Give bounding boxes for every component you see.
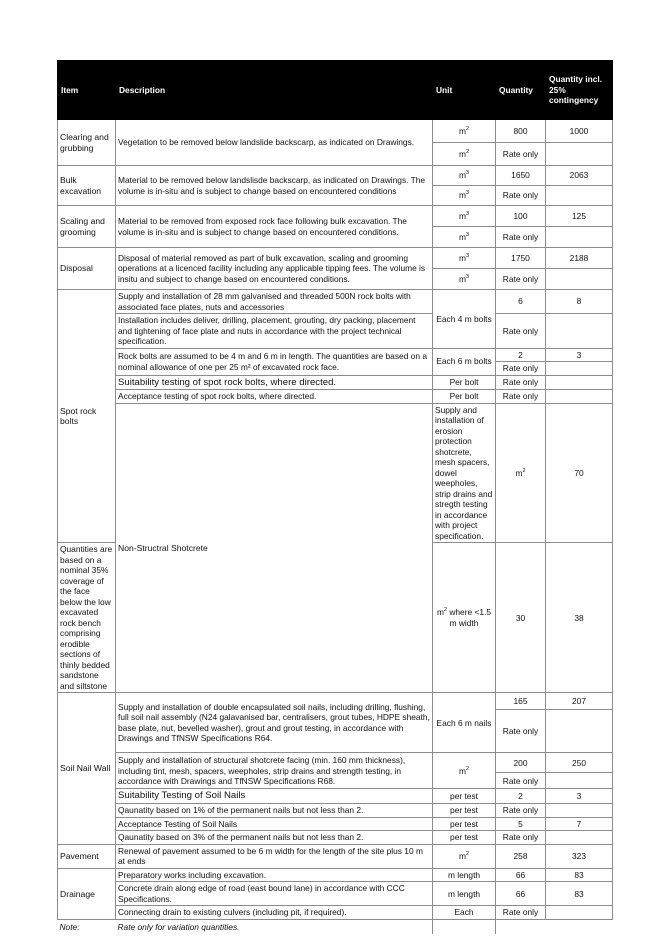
table-row (58, 348, 613, 362)
unit-superscript: 2 (465, 148, 470, 155)
table-row (58, 906, 613, 920)
cont-cell: 250 (546, 753, 613, 773)
cont-cell: 83 (546, 868, 613, 882)
cont-cell (546, 804, 613, 818)
desc-scaling: Material to be removed from exposed rock face following bulk excavation. The volume is in-situ and is subject to change based on encountered conditions. (116, 206, 433, 248)
item-drainage: Drainage (58, 868, 116, 919)
desc-soilnail-2: Supply and installation of structural shotcrete facing (min. 160 mm thickness), including tint, mesh, spacers, weepholes, strip drains and strength testing, in accordance with Drawings and TfNSW Specifications R68. (116, 753, 433, 789)
unit-superscript: 3 (465, 231, 470, 238)
cont-cell (546, 314, 613, 349)
cont-cell: 125 (546, 206, 613, 227)
desc-spot-4: Suitability testing of spot rock bolts, where directed. (116, 375, 433, 390)
table-row (58, 868, 613, 882)
table-row (58, 314, 613, 349)
qty-cell: 2 (496, 348, 546, 362)
qty-cell: 5 (496, 817, 546, 831)
note-text: Rate only for variation quantities. (117, 921, 240, 932)
table-row (58, 120, 613, 143)
qty-cell: 100 (496, 206, 546, 227)
unit-superscript: 2 (465, 125, 470, 132)
item-spot-rock-bolts: Spot rock bolts (58, 290, 116, 543)
cont-cell (546, 143, 613, 166)
desc-soilnail-3: Suitability Testing of Soil Nails (116, 789, 433, 804)
table-row (58, 882, 613, 906)
unit-superscript: 2 (443, 607, 448, 614)
item-bulk: Bulk excavation (58, 166, 116, 206)
unit-cell (433, 206, 496, 227)
unit-superscript: 3 (465, 190, 470, 197)
note-blank (546, 919, 613, 934)
qty-cell: Rate only (496, 227, 546, 248)
table-row (58, 789, 613, 804)
table-row (58, 693, 613, 710)
qty-cell: Rate only (496, 314, 546, 349)
unit-cell (433, 186, 496, 206)
desc-bulk: Material to be removed below landslisde backscarp, as indicated on Drawings. The volume is in-situ and is subject to change based on encountered conditions (116, 166, 433, 206)
cont-cell (546, 375, 613, 390)
item-scaling: Scaling and grooming (58, 206, 116, 248)
desc-disposal: Disposal of material removed as part of bulk excavation, scaling and grooming operations at a licenced facility including any applicable tipping fees. The volume is insitu and subject to change based on encountered conditions. (116, 248, 433, 290)
header-unit: Unit (433, 61, 496, 120)
qty-cell: Rate only (496, 831, 546, 845)
header-quantity: Quantity (496, 61, 546, 120)
table-row (58, 166, 613, 186)
qty-cell: Rate only (496, 390, 546, 404)
cont-cell (546, 390, 613, 404)
table-row (58, 206, 613, 227)
unit-superscript: 2 (465, 851, 470, 858)
unit-text: m (458, 210, 466, 221)
qty-cell: Rate only (496, 710, 546, 753)
unit-superscript: 3 (465, 252, 470, 259)
header-row (58, 61, 613, 120)
unit-cell (433, 143, 496, 166)
cont-cell (546, 710, 613, 753)
quantities-table (57, 60, 613, 934)
unit-text: m (458, 190, 466, 201)
unit-cell: Each 4 m bolts (433, 290, 496, 349)
unit-text: m (458, 252, 466, 263)
qty-cell: 165 (496, 693, 546, 710)
qty-cell: Rate only (496, 269, 546, 290)
desc-soilnail-6: Qaunatity based on 3% of the permanent nails but not less than 2. (116, 831, 433, 845)
qty-cell: Rate only (496, 804, 546, 818)
desc-soilnail-5: Acceptance Testing of Soil Nails (116, 817, 433, 831)
desc-drainage-1: Preparatory works including excavation. (116, 868, 433, 882)
unit-cell: per test (433, 789, 496, 804)
desc-drainage-3: Connecting drain to existing culvers (including pit, if required). (116, 906, 433, 920)
desc-spot-1: Supply and installation of 28 mm galvanised and threaded 500N rock bolts with associated face plates, nuts and accessories (116, 290, 433, 314)
item-shotcrete: Non-Structral Shotcrete (116, 403, 433, 693)
cont-cell: 207 (546, 693, 613, 710)
unit-text: m (458, 231, 466, 242)
item-pavement: Pavement (58, 844, 116, 868)
unit-superscript: 2 (465, 765, 470, 772)
unit-text: m (458, 273, 466, 284)
desc-spot-5: Acceptance testing of spot rock bolts, where directed. (116, 390, 433, 404)
qty-cell: Rate only (496, 186, 546, 206)
unit-cell: Each 6 m nails (433, 693, 496, 753)
table-row (58, 753, 613, 773)
table-row (58, 290, 613, 314)
unit-cell (433, 753, 496, 789)
desc-shotcrete-2: Quantities are based on a nominal 35% coverage of the face below the low excavated rock bench comprising erodible sections of thinly bedded sandstone and siltstone (58, 543, 116, 693)
unit-cell: Each (433, 906, 496, 920)
unit-superscript: 3 (465, 273, 470, 280)
desc-soilnail-4: Qaunatity based on 1% of the permanent nails but not less than 2. (116, 804, 433, 818)
unit-text: m (458, 765, 466, 776)
unit-text: m (436, 607, 444, 618)
desc-spot-3: Rock bolts are assumed to be 4 m and 6 m in length. The quantities are based on a nominal allowance of one per 25 m² of excavated rock face. (116, 348, 433, 375)
unit-text: m (458, 851, 466, 862)
unit-cell (433, 269, 496, 290)
qty-cell: 66 (496, 882, 546, 906)
desc-shotcrete-1: Supply and installation of erosion protection shotcrete, mesh spacers, dowel weepholes, strip drains and stregth testing in accordance with project specification. (433, 403, 496, 543)
unit-cell (496, 403, 546, 543)
table-row (58, 804, 613, 818)
table-row (58, 403, 613, 543)
qty-cell: Rate only (496, 375, 546, 390)
cont-cell: 323 (546, 844, 613, 868)
cont-cell (546, 227, 613, 248)
cont-cell: 2188 (546, 248, 613, 269)
qty-cell: 800 (496, 120, 546, 143)
item-soil-nail-wall: Soil Nail Wall (58, 693, 116, 844)
unit-text: m (458, 125, 466, 136)
unit-cell: per test (433, 817, 496, 831)
unit-cell: m length (433, 868, 496, 882)
qty-cell: 1750 (496, 248, 546, 269)
cont-cell (546, 906, 613, 920)
cont-cell: 3 (546, 348, 613, 362)
note-blank (433, 919, 496, 934)
desc-pavement: Renewal of pavement assumed to be 6 m width for the length of the site plus 10 m at ends (116, 844, 433, 868)
header-contingency: Quantity incl. 25% contingency (546, 61, 613, 120)
qty-cell: Rate only (496, 906, 546, 920)
cont-cell (546, 773, 613, 789)
cont-cell (546, 186, 613, 206)
note-blank (496, 919, 546, 934)
table-row (58, 248, 613, 269)
cont-cell: 83 (546, 882, 613, 906)
qty-cell: 1650 (496, 166, 546, 186)
cont-cell: 2063 (546, 166, 613, 186)
desc-soilnail-1: Supply and installation of double encapsulated soil nails, including drilling, flushing, full soil nail assembly (N24 galavanised bar, centralisers, grout tubes, HDPE sheath, base plate, nut, bevelled washer), grout and grout testing, in accordance with Drawings and TfNSW Specifications R64. (116, 693, 433, 753)
table-row (58, 844, 613, 868)
cont-cell: 1000 (546, 120, 613, 143)
qty-cell: 30 (496, 543, 546, 693)
unit-text: m (458, 148, 466, 159)
header-description: Description (116, 61, 433, 120)
unit-cell (433, 844, 496, 868)
qty-cell: 2 (496, 789, 546, 804)
cont-cell: 38 (546, 543, 613, 693)
desc-spot-2: Installation includes deliver, drilling, placement, grouting, dry packing, placement and tightening of face plate and nuts in accordance with the project technical specification. (116, 314, 433, 349)
cont-cell: 8 (546, 290, 613, 314)
unit-cell: per test (433, 831, 496, 845)
unit-cell (433, 227, 496, 248)
cont-cell (546, 831, 613, 845)
unit-cell: per test (433, 804, 496, 818)
cont-cell (546, 362, 613, 376)
qty-cell: 70 (546, 403, 613, 543)
cont-cell (546, 269, 613, 290)
qty-cell: 66 (496, 868, 546, 882)
qty-cell: 258 (496, 844, 546, 868)
header-item: Item (58, 61, 116, 120)
cont-cell: 7 (546, 817, 613, 831)
unit-text: m (458, 170, 466, 181)
unit-superscript: 2 (522, 468, 526, 475)
unit-cell: Each 6 m bolts (433, 348, 496, 375)
desc-clearing: Vegetation to be removed below landslide backscarp, as indicated on Drawings. (116, 120, 433, 166)
note-row (58, 919, 613, 934)
desc-drainage-2: Concrete drain along edge of road (east bound lane) in accordance with CCC Specifications. (116, 882, 433, 906)
item-disposal: Disposal (58, 248, 116, 290)
qty-cell: Rate only (496, 773, 546, 789)
unit-superscript: 3 (465, 170, 470, 177)
qty-cell: 200 (496, 753, 546, 773)
note-label: Note: (59, 921, 80, 932)
unit-cell (433, 120, 496, 143)
table-row (58, 390, 613, 404)
table-row (58, 831, 613, 845)
qty-cell: 6 (496, 290, 546, 314)
unit-text: m (515, 467, 523, 478)
item-clearing: Clearing and grubbing (58, 120, 116, 166)
unit-text: where <1.5 m width (447, 607, 492, 628)
unit-cell (433, 543, 496, 693)
cont-cell: 3 (546, 789, 613, 804)
unit-cell: Per bolt (433, 375, 496, 390)
table-row (58, 817, 613, 831)
qty-cell: Rate only (496, 143, 546, 166)
unit-superscript: 3 (465, 210, 470, 217)
unit-cell (433, 166, 496, 186)
unit-cell (433, 248, 496, 269)
unit-cell: Per bolt (433, 390, 496, 404)
qty-cell: Rate only (496, 362, 546, 376)
unit-cell: m length (433, 882, 496, 906)
table-row (58, 375, 613, 390)
